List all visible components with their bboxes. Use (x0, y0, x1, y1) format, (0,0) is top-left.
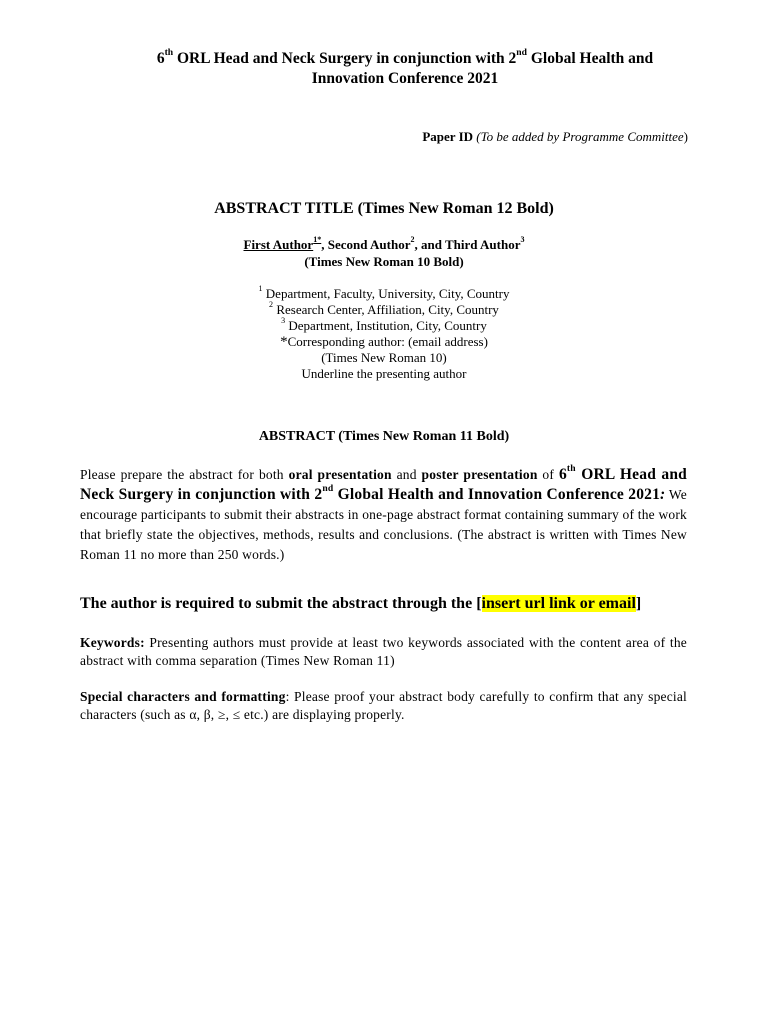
corresponding-author (0, 334, 768, 350)
conference-title-line2: Innovation Conference 2021 (311, 70, 499, 87)
submission-requirement (80, 594, 700, 614)
inline-conference-part1: ORL Head and Neck Surgery in conjunction with 2 (80, 466, 687, 503)
requirement-open-bracket: [ (476, 595, 482, 612)
affiliation-3-sup: 3 (281, 316, 286, 326)
affiliation-1 (0, 286, 768, 302)
affiliation-2 (0, 302, 768, 318)
affiliation-1-sup: 1 (258, 284, 263, 294)
corresponding-star: * (280, 334, 288, 350)
affiliation-1-text: Department, Faculty, University, City, Country (262, 286, 510, 301)
keywords-paragraph (80, 634, 687, 670)
conference-title-part1: ORL Head and Neck Surgery in conjunction with 2 (173, 50, 517, 67)
affiliation-3 (0, 318, 768, 334)
author-line (0, 236, 768, 253)
first-author: First Author (243, 237, 314, 252)
paper-id-close: ) (683, 129, 688, 144)
poster-presentation: poster presentation (421, 467, 538, 482)
third-author-sup: 3 (520, 235, 525, 245)
inline-conference-number-suffix: th (566, 463, 576, 475)
oral-presentation: oral presentation (288, 467, 392, 482)
author-font-note: (Times New Roman 10 Bold) (304, 254, 464, 269)
first-author-sup: 1* (313, 235, 322, 245)
special-characters-text: : Please proof your abstract body carefully to confirm that any special characters (such as α, β, ≥, ≤ etc.) are displaying properly. (80, 689, 687, 722)
abstract-body-rest: We encourage participants to submit their abstracts in one-page abstract format containing summary of the work that briefly state the objectives, methods, results and conclusions. (The abstract is written with Times New Roman 11 no more than 250 words.) (80, 487, 687, 562)
affiliation-font-note: (Times New Roman 10) (321, 350, 447, 365)
affiliation-3-text: Department, Institution, City, Country (285, 318, 487, 333)
conference-title-line1 (0, 49, 768, 69)
abstract-body-intro: Please prepare the abstract for both (80, 467, 289, 482)
affiliation-block (0, 286, 768, 382)
third-author: , and Third Author (414, 237, 521, 252)
inline-conference-part2: Global Health and Innovation Conference 2021 (333, 486, 661, 503)
paper-id-line (422, 128, 688, 145)
keywords-text: Presenting authors must provide at least two keywords associated with the content area of the abstract with comma separation (Times New Roman 11) (80, 635, 687, 668)
underline-note: Underline the presenting author (301, 366, 467, 381)
affiliation-2-text: Research Center, Affiliation, City, Country (273, 302, 499, 317)
conference-number-suffix: th (164, 47, 174, 59)
second-author-sup: 2 (410, 235, 415, 245)
requirement-close-bracket: ] (635, 595, 642, 612)
affiliation-2-sup: 2 (269, 300, 274, 310)
requirement-text: The author is required to submit the abstract through the (80, 595, 477, 612)
submission-link-placeholder: insert url link or email (481, 595, 636, 612)
abstract-body (80, 465, 687, 565)
paper-id-note: (To be added by Programme Committee (476, 129, 684, 144)
conference-number: 6 (156, 50, 165, 67)
abstract-heading: ABSTRACT (Times New Roman 11 Bold) (258, 429, 510, 444)
conference-title-part2: Global Health and (526, 50, 654, 67)
inline-conference-number2-suffix: nd (322, 483, 334, 495)
abstract-body-of: of (537, 467, 559, 482)
conference-title (0, 49, 768, 89)
keywords-label: Keywords: (80, 635, 145, 650)
special-characters-paragraph (80, 688, 687, 724)
special-characters-label: Special characters and formatting (80, 689, 286, 704)
inline-conference-colon: : (660, 486, 666, 503)
abstract-title: ABSTRACT TITLE (Times New Roman 12 Bold) (214, 200, 554, 217)
corresponding-text: Corresponding author: (email address) (287, 334, 488, 349)
abstract-body-and: and (391, 467, 422, 482)
conference-number2-suffix: nd (516, 47, 527, 59)
author-block (0, 236, 768, 270)
second-author: , Second Author (321, 237, 411, 252)
paper-id-label: Paper ID (422, 129, 474, 144)
inline-conference-number: 6 (558, 466, 567, 483)
